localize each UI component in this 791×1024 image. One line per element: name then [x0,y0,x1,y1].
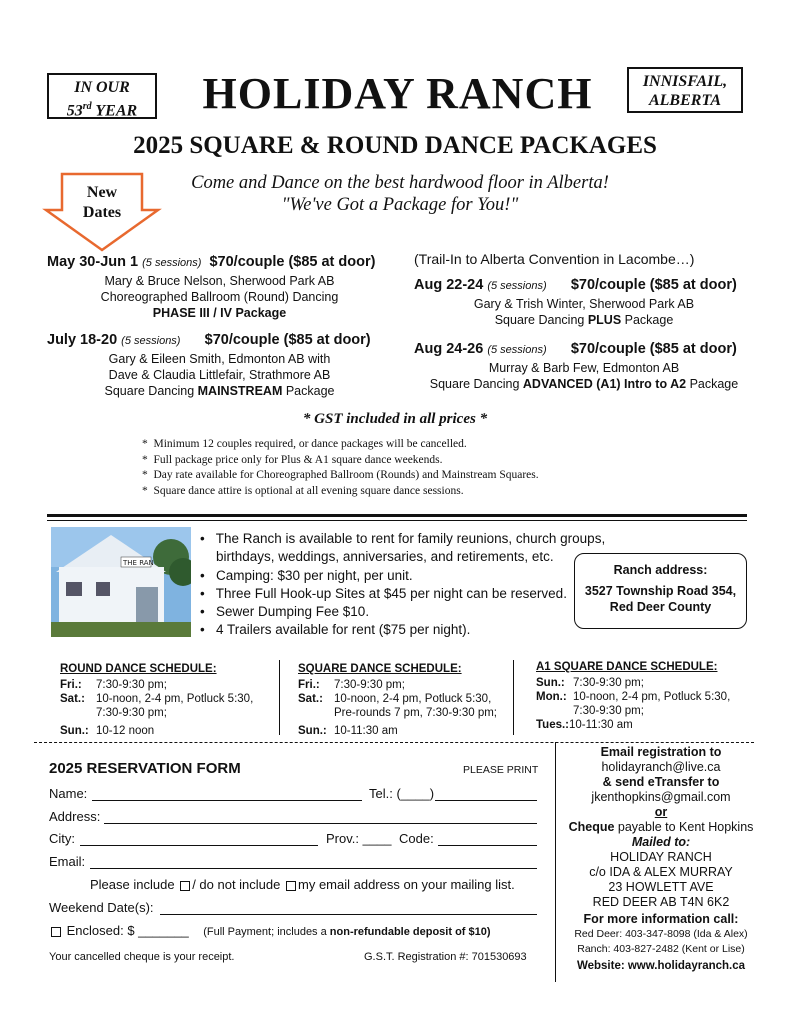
schedule-divider-2 [513,660,514,735]
level-bold: MAINSTREAM [197,384,283,398]
enclosed-checkbox[interactable] [51,927,61,937]
package-heading [414,277,754,293]
schedule-day: Sun.: [60,725,89,737]
mailed-to-heading: Mailed to: [631,835,691,849]
email-field[interactable] [90,868,537,869]
section-divider [47,514,747,517]
condition-text: Square dance attire is optional at all evening square dance sessions. [153,484,464,497]
rental-item: • Camping: $30 per night, per unit. [200,567,413,583]
packages-heading: 2025 SQUARE & ROUND DANCE PACKAGES [133,132,657,159]
schedule-day: Sun.: [536,677,565,689]
location-line-2: ALBERTA [648,92,722,109]
email-label: Email: [49,854,86,869]
address-line-1: 3527 Township Road 354, [584,584,737,598]
schedule-row [60,678,275,692]
rental-text: The Ranch is available to rent for family reunions, church groups, [215,531,606,546]
schedule-time: Pre-rounds 7 pm, 7:30-9:30 pm; [334,707,497,719]
etransfer-email-link[interactable]: jkenthopkins@gmail.com [591,790,731,804]
schedule-day: Sat.: [298,693,323,705]
package-callers: Murray & Barb Few, Edmonton AB [488,361,680,375]
weekend-dates-field[interactable] [160,914,537,915]
package-price: $70/couple ($85 at door) [570,341,737,357]
schedule-day: Sun.: [298,725,327,737]
schedule-time: 7:30-9:30 pm; [573,677,644,689]
rental-text: Three Full Hook-up Sites at $45 per night can be reserved. [215,585,567,601]
schedule-time: 10-noon, 2-4 pm, Potluck 5:30, [334,693,492,705]
section-divider-thin [47,520,747,521]
package-heading [47,254,392,270]
phone-ranch: Ranch: 403-827-2482 (Kent or Lise) [577,943,745,955]
tel-field[interactable] [435,800,537,801]
mail-line: HOLIDAY RANCH [610,850,712,864]
schedule-time: 10-11:30 am [569,719,633,731]
weekend-label: Weekend Date(s): [49,900,154,915]
package-sessions: (5 sessions) [121,335,181,347]
schedule-time: 7:30-9:30 pm; [96,707,167,719]
schedule-row [298,692,510,706]
etransfer-heading: & send eTransfer to [602,775,720,789]
address-field[interactable] [104,823,537,824]
schedule-row [60,692,275,706]
schedule-row [60,724,275,738]
level-pre: Square Dancing [104,384,198,398]
schedule-title: ROUND DANCE SCHEDULE: [60,663,217,675]
rental-item: • 4 Trailers available for rent ($75 per night). [200,622,471,638]
schedule-day: Tues.: [536,719,570,731]
badge-line-1: IN OUR [74,79,130,96]
phone-red-deer: Red Deer: 403-347-8098 (Ida & Alex) [574,928,748,940]
schedule-day: Sat.: [60,693,85,705]
package-price: $70/couple ($85 at door) [204,332,371,348]
anniversary-badge [47,73,157,119]
level-bold: ADVANCED (A1) Intro to A2 [522,377,687,391]
tagline [160,172,640,216]
schedule-time: 7:30-9:30 pm; [573,705,644,717]
cheque-line [556,820,766,835]
receipt-note: Your cancelled cheque is your receipt. [49,951,235,963]
mail-line: RED DEER AB T4N 6K2 [592,895,730,909]
photo-sign-text: THE RAN [123,559,154,567]
conditions-list [142,437,539,499]
cheque-payee: payable to Kent Hopkins [614,820,754,834]
package-may [47,254,392,321]
or-label: or [654,805,668,819]
mail-line: 23 HOWLETT AVE [608,880,714,894]
gst-note: * GST included in all prices * [302,411,488,427]
schedule-time: 10-11:30 am [334,725,398,737]
badge-year: YEAR [95,102,138,120]
location-badge [627,67,743,113]
schedule-row [60,706,275,720]
city-field[interactable] [80,845,318,846]
package-dates: Aug 24-26 [414,341,484,357]
schedule-row [536,676,751,690]
location-line-1: INNISFAIL, [642,73,728,90]
schedule-time: 7:30-9:30 pm; [334,679,405,691]
tel-label: Tel.: (____) [369,786,435,801]
level-post: Package [282,384,335,398]
new-dates-label [62,183,142,223]
more-info-heading: For more information call: [583,912,739,926]
level-pre: Square Dancing [494,313,588,327]
condition-item: * Full package price only for Plus & A1 square dance weekends. [142,453,443,466]
package-heading [47,332,392,348]
package-july [47,332,392,399]
square-dance-schedule [298,662,510,738]
package-price: $70/couple ($85 at door) [209,254,376,270]
schedule-row [298,724,510,738]
package-dates: July 18-20 [47,332,118,348]
package-heading [414,341,754,357]
dates-label: Dates [82,204,122,221]
package-dates: Aug 22-24 [414,277,484,293]
rental-item: • Sewer Dumping Fee $10. [200,604,370,620]
package-sessions: (5 sessions) [487,280,547,292]
package-style: Choreographed Ballroom (Round) Dancing [100,290,339,304]
address-label: Address: [49,809,101,824]
schedule-time: 10-noon, 2-4 pm, Potluck 5:30, [573,691,731,703]
schedule-row [536,704,751,718]
package-level: PHASE III / IV Package [152,306,287,320]
package-level [47,383,392,399]
schedule-title: SQUARE DANCE SCHEDULE: [298,663,462,675]
mailing-list-option [90,877,515,892]
condition-item: * Day rate available for Choreographed Ballroom (Rounds) and Mainstream Squares. [142,469,539,481]
package-price: $70/couple ($85 at door) [570,277,737,293]
cut-line [34,742,754,743]
level-post: Package [686,377,739,391]
cheque-label: Cheque [568,820,615,834]
condition-item: * Minimum 12 couples required, or dance packages will be cancelled. [142,438,467,450]
tagline-line-2: "We've Got a Package for You!" [281,195,519,215]
address-title: Ranch address: [613,563,708,577]
rental-text: Camping: $30 per night, per unit. [215,567,413,583]
schedule-day: Fri.: [60,679,82,691]
schedule-time: 7:30-9:30 pm; [96,679,167,691]
schedule-divider-1 [279,660,280,735]
do-not-include-checkbox[interactable] [286,881,296,891]
schedule-day: Mon.: [536,691,567,703]
city-label: City: [49,831,75,846]
include-checkbox[interactable] [180,881,190,891]
gst-registration: G.S.T. Registration #: 701530693 [364,951,527,963]
schedule-row [298,706,510,720]
ranch-address-box [574,553,747,629]
rental-text: Sewer Dumping Fee $10. [215,604,370,620]
condition-text: Day rate available for Choreographed Ballroom (Rounds) and Mainstream Squares. [153,469,539,481]
code-label: Code: [399,831,434,846]
schedule-time: 10-12 noon [96,725,155,737]
level-post: Package [621,313,674,327]
package-sessions: (5 sessions) [142,257,202,269]
package-level [414,312,754,328]
package-sessions: (5 sessions) [487,344,547,356]
mail-line: c/o IDA & ALEX MURRAY [589,865,733,879]
rental-text: 4 Trailers available for rent ($75 per night). [215,622,471,638]
schedule-title: A1 SQUARE DANCE SCHEDULE: [536,661,718,673]
a1-square-dance-schedule [536,660,751,732]
prov-label: Prov.: ____ [326,831,392,846]
package-callers: Gary & Trish Winter, Sherwood Park AB [473,297,695,311]
schedule-row [298,678,510,692]
convention-note: (Trail-In to Alberta Convention in Lacombe…) [414,251,695,267]
deposit-text: non-refundable deposit of $10) [329,926,491,938]
do-not-include-label: / do not include [192,877,281,892]
name-field[interactable] [92,800,362,801]
package-level [414,376,754,392]
condition-text: Full package price only for Plus & A1 square dance weekends. [153,453,443,466]
enclosed-amount-field[interactable]: Enclosed: $ _______ [66,923,189,938]
include-label: Please include [90,877,175,892]
rental-text: birthdays, weddings, anniversaries, and retirements, etc. [216,549,554,565]
full-payment-text: (Full Payment; includes a [203,926,330,938]
schedule-day: Fri.: [298,679,320,691]
package-callers-2: Dave & Claudia Littlefair, Strathmore AB [108,368,331,382]
round-dance-schedule [60,662,275,738]
condition-item: * Square dance attire is optional at all evening square dance sessions. [142,484,464,497]
badge-line-2 [49,97,155,120]
rental-info-list [200,530,605,640]
page-title: HOLIDAY RANCH [202,69,593,118]
registration-info [556,745,766,974]
level-bold: PLUS [587,313,622,327]
website-link[interactable]: Website: www.holidayranch.ca [576,960,746,972]
package-callers: Mary & Bruce Nelson, Sherwood Park AB [104,274,335,288]
email-registration-heading: Email registration to [600,745,722,759]
registration-email-link[interactable]: holidayranch@live.ca [601,760,721,774]
package-aug-22 [414,277,754,328]
level-pre: Square Dancing [429,377,523,391]
rental-item: • The Ranch is available to rent for family reunions, church groups, [200,531,606,546]
schedule-time: 10-noon, 2-4 pm, Potluck 5:30, [96,693,254,705]
tagline-line-1: Come and Dance on the best hardwood floor in Alberta! [191,173,609,193]
name-label: Name: [49,786,88,801]
badge-ordinal: rd [82,101,92,112]
ranch-hall-photo [51,527,191,637]
postal-code-field[interactable] [438,845,537,846]
address-line-2: Red Deer County [609,600,712,614]
rental-item: • Three Full Hook-up Sites at $45 per night can be reserved. [200,585,567,601]
new-label: New [86,184,118,201]
mailing-list-label: my email address on your mailing list. [298,877,515,892]
full-payment-note [203,926,490,938]
rental-item [200,548,605,566]
package-callers: Gary & Eileen Smith, Edmonton AB with [108,352,331,366]
package-aug-24 [414,341,754,392]
payment-line [49,923,491,938]
form-title: 2025 RESERVATION FORM [49,760,241,777]
please-print-label: PLEASE PRINT [463,764,539,776]
schedule-row [536,690,751,704]
badge-number: 53 [66,102,83,120]
package-dates: May 30-Jun 1 [47,254,139,270]
condition-text: Minimum 12 couples required, or dance packages will be cancelled. [153,438,467,450]
schedule-row [536,718,751,732]
